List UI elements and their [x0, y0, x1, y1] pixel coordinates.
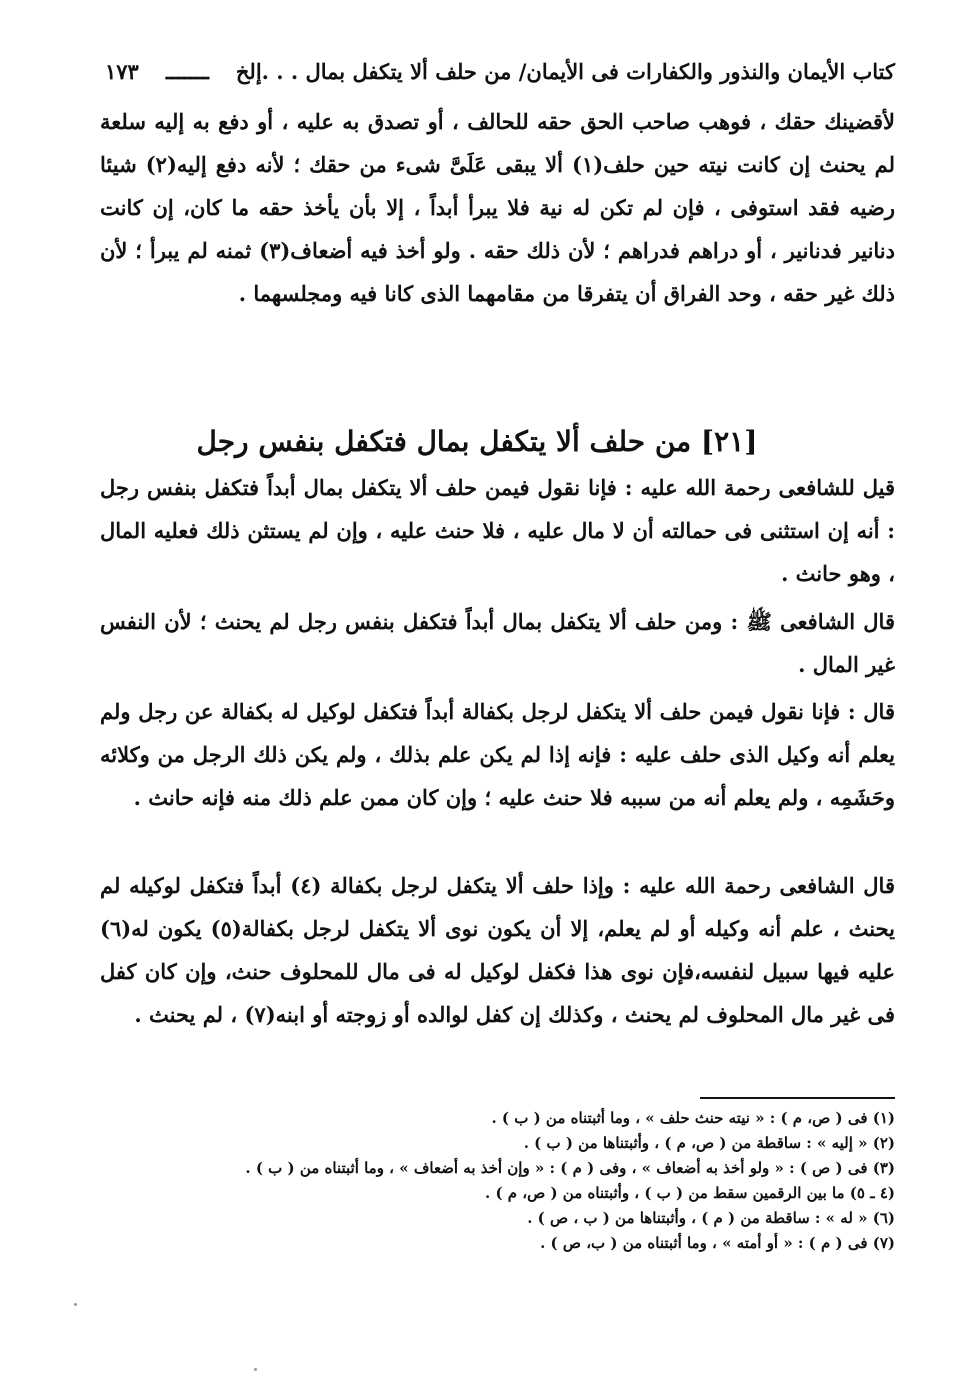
scan-speck [254, 1368, 257, 1371]
header-dash: ـــــــ [165, 59, 209, 84]
paragraph-body: : فإنا نقول فيمن حلف ألا يتكفل لرجل بكفالة أبداً فتكفل لوكيل له بكفالة عن رجل ولم يعلم أنه وكيل الذى حلف عليه : فإنه إذا لم يكن علم بذلك ، ولم يكن ذلك الرجل من وكلائه وحَشَمِه ، ولم يعلم أنه من سببه فلا حنث عليه ؛ وإن كان ممن علم ذلك منه فإنه حانث . [100, 699, 895, 810]
footnotes [100, 1106, 895, 1256]
footnote: (١) فى ( ص، م ) : « نيته حنث حلف » ، وما أثبتناه من ( ب ) . [491, 1109, 895, 1127]
speaker-label: قال الشافعى ﷺ [746, 609, 895, 634]
paragraph-continuation [100, 100, 895, 315]
paragraph-text [100, 600, 895, 686]
section-heading: [٢١] من حلف ألا يتكفل بمال فتكفل بنفس رجل [196, 425, 758, 458]
speaker-label: قال [863, 699, 895, 724]
footnote: (٧) فى ( م ) : « أو أمته » ، وما أثبتناه من ( ب، ص ) . [540, 1234, 895, 1252]
paragraph-text [100, 690, 895, 819]
paragraph-question-2 [100, 690, 895, 819]
speaker-label: قال الشافعى [779, 873, 895, 898]
scan-speck [74, 1303, 77, 1306]
running-header [105, 52, 895, 92]
paragraph-body: : ومن حلف ألا يتكفل بمال أبداً فتكفل بنفس رجل لم يحنث ؛ لأن النفس غير المال . [100, 609, 895, 677]
page-number: ١٧٣ [105, 59, 139, 84]
footnote: (٢) « إليه » : ساقطة من ( ص، م ) ، وأثبتناها من ( ب ) . [523, 1134, 895, 1152]
paragraph-shafii-answer-1 [100, 600, 895, 686]
paragraph-body: رحمة الله عليه : وإذا حلف ألا يتكفل لرجل بكفالة (٤) أبداً فتكفل لوكيله لم يحنث ، علم أنه وكيله أو لم يعلم، إلا أن يكون نوى ألا يتكفل لرجل بكفالة(٥) يكون له(٦) عليه فيها سبيل لنفسه،فإن نوى هذا فكفل لوكيل له فى مال للمحلوف حنث، وإن كان كفل فى غير مال المحلوف لم يحنث ، وكذلك إن كفل لوالده أو زوجته أو ابنه(٧) ، لم يحنث . [100, 873, 895, 1027]
paragraph-question [100, 466, 895, 595]
paragraph-text: لأقضينك حقك ، فوهب صاحب الحق حقه للحالف ، أو تصدق به عليه ، أو دفع به إليه سلعة لم يحنث إن كانت نيته حين حلف(١) ألا يبقى عَلَىَّ شىء من حقك ؛ لأنه دفع إليه(٢) شيئا رضيه فقد استوفى ، فإن لم تكن له نية فلا يبرأ أبداً ، إلا بأن يأخذ حقه ما كان، إن كانت دنانير فدنانير ، أو دراهم فدراهم ؛ لأن ذلك حقه . ولو أخذ فيه أضعاف(٣) ثمنه لم يبرأ ؛ لأن ذلك غير حقه ، وحد الفراق أن يتفرقا من مقامهما الذى كانا فيه ومجلسهما . [100, 109, 896, 306]
running-title: كتاب الأيمان والنذور والكفارات فى الأيمان/ من حلف ألا يتكفل بمال . . .إلخ [235, 59, 895, 84]
paragraph-text: قيل للشافعى رحمة الله عليه : فإنا نقول فيمن حلف ألا يتكفل بمال أبداً فتكفل بنفس رجل : أنه إن استثنى فى حمالته أن لا مال عليه ، فلا حنث عليه ، وإن لم يستثن ذلك فعليه المال ، وهو حانث . [100, 475, 895, 586]
footnote: (٤ ـ ٥) ما بين الرقمين سقط من ( ب ) ، وأثبتناه من ( ص، م ) . [485, 1184, 895, 1202]
footnote-divider [700, 1097, 895, 1099]
footnote: (٦) « له » : ساقطة من ( م ) ، وأثبتناها من ( ب ، ص ) . [527, 1209, 895, 1227]
footnote: (٣) فى ( ص ) : « ولو أخذ به أضعاف » ، وفى ( م ) : « وإن أخذ به أضعاف » ، وما أثبتناه من ( ب ) . [245, 1159, 895, 1177]
paragraph-shafii-answer-2 [100, 864, 895, 1036]
paragraph-text [100, 864, 895, 1036]
